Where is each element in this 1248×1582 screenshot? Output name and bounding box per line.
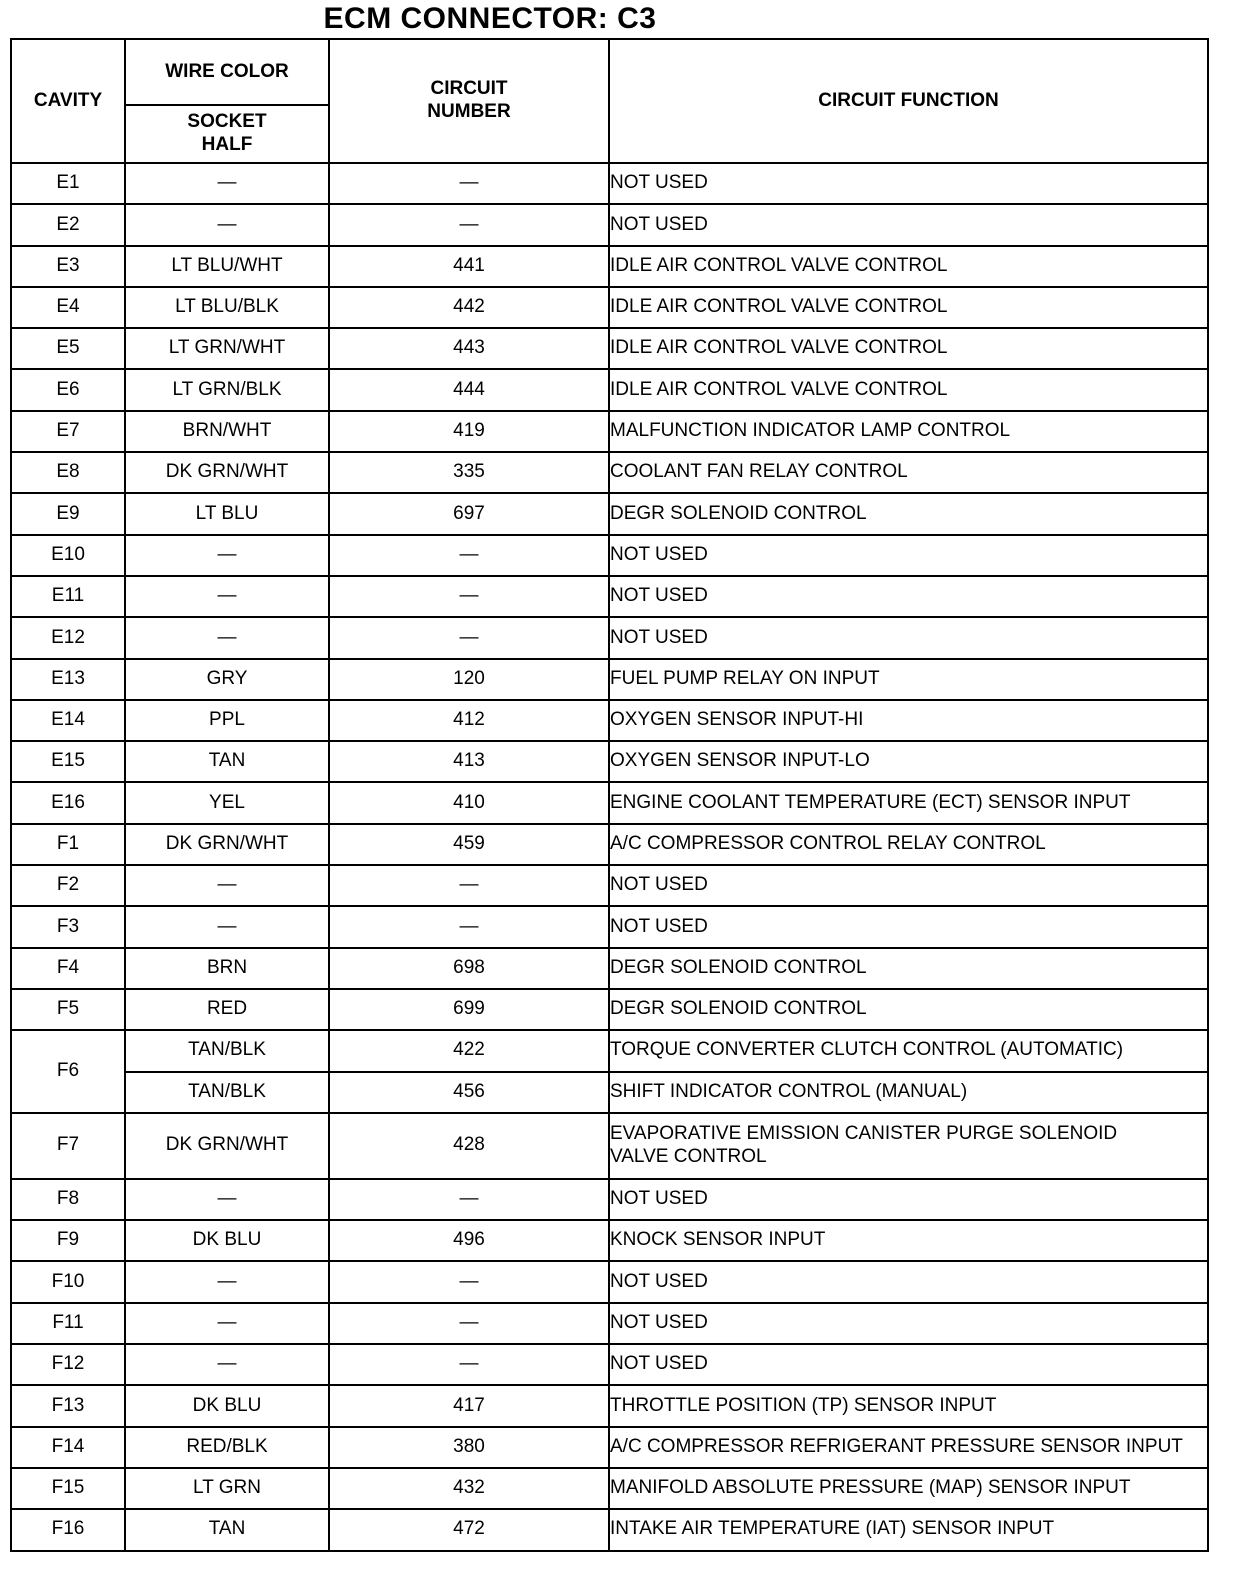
header-socket-half: SOCKET HALF: [125, 105, 329, 163]
circuit-function-cell: SHIFT INDICATOR CONTROL (MANUAL): [609, 1072, 1208, 1113]
circuit-function-cell: THROTTLE POSITION (TP) SENSOR INPUT: [609, 1385, 1208, 1426]
wire-color-cell: TAN/BLK: [125, 1030, 329, 1071]
circuit-number-cell: 428: [329, 1113, 609, 1179]
circuit-function-cell: TORQUE CONVERTER CLUTCH CONTROL (AUTOMATIC): [609, 1030, 1208, 1071]
table-row: [11, 948, 1208, 989]
wire-color-cell: DK GRN/WHT: [125, 452, 329, 493]
wire-color-cell: —: [125, 865, 329, 906]
wire-color-cell: BRN: [125, 948, 329, 989]
circuit-number-cell: 412: [329, 700, 609, 741]
table-row: [11, 1344, 1208, 1385]
wire-color-cell: —: [125, 1179, 329, 1220]
circuit-number-cell: 417: [329, 1385, 609, 1426]
circuit-function-cell: NOT USED: [609, 163, 1208, 204]
wire-color-cell: —: [125, 1261, 329, 1302]
cavity-cell: E8: [11, 452, 125, 493]
cavity-cell: F12: [11, 1344, 125, 1385]
circuit-function-cell: COOLANT FAN RELAY CONTROL: [609, 452, 1208, 493]
circuit-number-cell: 432: [329, 1468, 609, 1509]
wire-color-cell: —: [125, 1303, 329, 1344]
table-row: [11, 617, 1208, 658]
header-circuit-number: CIRCUIT NUMBER: [329, 39, 609, 163]
wire-color-cell: —: [125, 906, 329, 947]
circuit-number-cell: 442: [329, 287, 609, 328]
wire-color-cell: —: [125, 535, 329, 576]
circuit-number-cell: 496: [329, 1220, 609, 1261]
connector-table: [10, 38, 1209, 1552]
circuit-function-cell: IDLE AIR CONTROL VALVE CONTROL: [609, 246, 1208, 287]
cavity-cell: F9: [11, 1220, 125, 1261]
circuit-number-cell: 699: [329, 989, 609, 1030]
table-row: [11, 1113, 1208, 1179]
wire-color-cell: LT GRN/BLK: [125, 369, 329, 410]
page-title: ECM CONNECTOR: C3: [323, 2, 657, 35]
cavity-cell: E5: [11, 328, 125, 369]
circuit-function-cell: IDLE AIR CONTROL VALVE CONTROL: [609, 287, 1208, 328]
circuit-number-cell: —: [329, 576, 609, 617]
circuit-function-cell: OXYGEN SENSOR INPUT-HI: [609, 700, 1208, 741]
cavity-cell: E1: [11, 163, 125, 204]
circuit-number-cell: —: [329, 1261, 609, 1302]
circuit-function-cell: NOT USED: [609, 576, 1208, 617]
wire-color-cell: YEL: [125, 782, 329, 823]
circuit-number-cell: 422: [329, 1030, 609, 1071]
cavity-cell: F3: [11, 906, 125, 947]
header-wire-color: WIRE COLOR: [125, 39, 329, 105]
wire-color-cell: LT BLU/BLK: [125, 287, 329, 328]
table-row: [11, 411, 1208, 452]
cavity-cell: E13: [11, 659, 125, 700]
header-cavity: CAVITY: [11, 39, 125, 163]
circuit-number-cell: —: [329, 865, 609, 906]
table-row: [11, 1385, 1208, 1426]
table-row: [11, 1179, 1208, 1220]
circuit-function-cell: NOT USED: [609, 1303, 1208, 1344]
table-row: [11, 1303, 1208, 1344]
wire-color-cell: LT BLU: [125, 493, 329, 534]
wire-color-cell: DK GRN/WHT: [125, 1113, 329, 1179]
cavity-cell: F10: [11, 1261, 125, 1302]
table-row: [11, 452, 1208, 493]
circuit-number-cell: 444: [329, 369, 609, 410]
cavity-cell: E14: [11, 700, 125, 741]
cavity-cell: F1: [11, 824, 125, 865]
wire-color-cell: LT BLU/WHT: [125, 246, 329, 287]
circuit-number-cell: —: [329, 163, 609, 204]
cavity-cell: F7: [11, 1113, 125, 1179]
circuit-number-cell: 441: [329, 246, 609, 287]
cavity-cell: E9: [11, 493, 125, 534]
circuit-number-cell: 120: [329, 659, 609, 700]
wire-color-cell: —: [125, 1344, 329, 1385]
cavity-cell: F6: [11, 1030, 125, 1113]
table-row: [11, 328, 1208, 369]
wire-color-cell: LT GRN/WHT: [125, 328, 329, 369]
circuit-function-cell: MALFUNCTION INDICATOR LAMP CONTROL: [609, 411, 1208, 452]
table-row: [11, 493, 1208, 534]
table-row: [11, 741, 1208, 782]
cavity-cell: F16: [11, 1509, 125, 1550]
circuit-number-cell: 380: [329, 1427, 609, 1468]
table-row: [11, 782, 1208, 823]
circuit-function-cell: NOT USED: [609, 535, 1208, 576]
cavity-cell: E4: [11, 287, 125, 328]
wire-color-cell: BRN/WHT: [125, 411, 329, 452]
table-row: [11, 1468, 1208, 1509]
circuit-function-cell: NOT USED: [609, 204, 1208, 245]
wire-color-cell: —: [125, 204, 329, 245]
cavity-cell: E15: [11, 741, 125, 782]
header-circuit-function: CIRCUIT FUNCTION: [609, 39, 1208, 163]
cavity-cell: E7: [11, 411, 125, 452]
table-row: [11, 204, 1208, 245]
circuit-number-cell: 697: [329, 493, 609, 534]
circuit-function-cell: DEGR SOLENOID CONTROL: [609, 948, 1208, 989]
circuit-function-cell: A/C COMPRESSOR CONTROL RELAY CONTROL: [609, 824, 1208, 865]
wire-color-cell: DK BLU: [125, 1385, 329, 1426]
circuit-function-cell: NOT USED: [609, 1344, 1208, 1385]
wire-color-cell: PPL: [125, 700, 329, 741]
circuit-number-cell: 419: [329, 411, 609, 452]
table-row: [11, 865, 1208, 906]
circuit-function-cell: OXYGEN SENSOR INPUT-LO: [609, 741, 1208, 782]
wire-color-cell: RED: [125, 989, 329, 1030]
table-row: [11, 246, 1208, 287]
wire-color-cell: LT GRN: [125, 1468, 329, 1509]
table-row: [11, 1509, 1208, 1550]
circuit-number-cell: —: [329, 204, 609, 245]
circuit-function-cell: NOT USED: [609, 1179, 1208, 1220]
table-row: [11, 163, 1208, 204]
wire-color-cell: DK BLU: [125, 1220, 329, 1261]
circuit-number-cell: —: [329, 906, 609, 947]
cavity-cell: E6: [11, 369, 125, 410]
table-row: [11, 369, 1208, 410]
cavity-cell: E16: [11, 782, 125, 823]
wire-color-cell: —: [125, 617, 329, 658]
circuit-function-cell: IDLE AIR CONTROL VALVE CONTROL: [609, 328, 1208, 369]
cavity-cell: E2: [11, 204, 125, 245]
table-row: [11, 1030, 1208, 1071]
circuit-number-cell: —: [329, 1303, 609, 1344]
wire-color-cell: RED/BLK: [125, 1427, 329, 1468]
circuit-function-cell: NOT USED: [609, 1261, 1208, 1302]
circuit-number-cell: 472: [329, 1509, 609, 1550]
table-row: [11, 1261, 1208, 1302]
circuit-number-cell: 698: [329, 948, 609, 989]
circuit-number-cell: —: [329, 535, 609, 576]
circuit-function-cell: NOT USED: [609, 617, 1208, 658]
table-row: [11, 906, 1208, 947]
circuit-function-cell: EVAPORATIVE EMISSION CANISTER PURGE SOLENOID VALVE CONTROL: [609, 1113, 1208, 1179]
table-row: [11, 659, 1208, 700]
circuit-function-cell: FUEL PUMP RELAY ON INPUT: [609, 659, 1208, 700]
table-row: [11, 824, 1208, 865]
wire-color-cell: TAN: [125, 741, 329, 782]
circuit-number-cell: 413: [329, 741, 609, 782]
circuit-function-cell: KNOCK SENSOR INPUT: [609, 1220, 1208, 1261]
circuit-function-cell: ENGINE COOLANT TEMPERATURE (ECT) SENSOR INPUT: [609, 782, 1208, 823]
table-row: [11, 700, 1208, 741]
table-row: [11, 989, 1208, 1030]
table-row: [11, 1072, 1208, 1113]
circuit-function-cell: MANIFOLD ABSOLUTE PRESSURE (MAP) SENSOR INPUT: [609, 1468, 1208, 1509]
wire-color-cell: DK GRN/WHT: [125, 824, 329, 865]
circuit-number-cell: 456: [329, 1072, 609, 1113]
wire-color-cell: TAN/BLK: [125, 1072, 329, 1113]
circuit-number-cell: —: [329, 617, 609, 658]
table-row: [11, 1220, 1208, 1261]
cavity-cell: E10: [11, 535, 125, 576]
circuit-number-cell: 410: [329, 782, 609, 823]
circuit-number-cell: —: [329, 1344, 609, 1385]
cavity-cell: F11: [11, 1303, 125, 1344]
circuit-function-cell: INTAKE AIR TEMPERATURE (IAT) SENSOR INPUT: [609, 1509, 1208, 1550]
circuit-function-cell: NOT USED: [609, 865, 1208, 906]
circuit-number-cell: —: [329, 1179, 609, 1220]
table-row: [11, 1427, 1208, 1468]
circuit-function-cell: A/C COMPRESSOR REFRIGERANT PRESSURE SENSOR INPUT: [609, 1427, 1208, 1468]
circuit-function-cell: IDLE AIR CONTROL VALVE CONTROL: [609, 369, 1208, 410]
wire-color-cell: —: [125, 163, 329, 204]
cavity-cell: E12: [11, 617, 125, 658]
wire-color-cell: TAN: [125, 1509, 329, 1550]
cavity-cell: F5: [11, 989, 125, 1030]
circuit-number-cell: 459: [329, 824, 609, 865]
cavity-cell: F8: [11, 1179, 125, 1220]
wire-color-cell: GRY: [125, 659, 329, 700]
cavity-cell: F14: [11, 1427, 125, 1468]
cavity-cell: E3: [11, 246, 125, 287]
circuit-function-cell: DEGR SOLENOID CONTROL: [609, 493, 1208, 534]
circuit-number-cell: 335: [329, 452, 609, 493]
cavity-cell: F4: [11, 948, 125, 989]
table-row: [11, 576, 1208, 617]
cavity-cell: F2: [11, 865, 125, 906]
circuit-function-cell: NOT USED: [609, 906, 1208, 947]
cavity-cell: E11: [11, 576, 125, 617]
table-row: [11, 287, 1208, 328]
circuit-number-cell: 443: [329, 328, 609, 369]
circuit-function-cell: DEGR SOLENOID CONTROL: [609, 989, 1208, 1030]
wire-color-cell: —: [125, 576, 329, 617]
cavity-cell: F13: [11, 1385, 125, 1426]
table-row: [11, 535, 1208, 576]
cavity-cell: F15: [11, 1468, 125, 1509]
